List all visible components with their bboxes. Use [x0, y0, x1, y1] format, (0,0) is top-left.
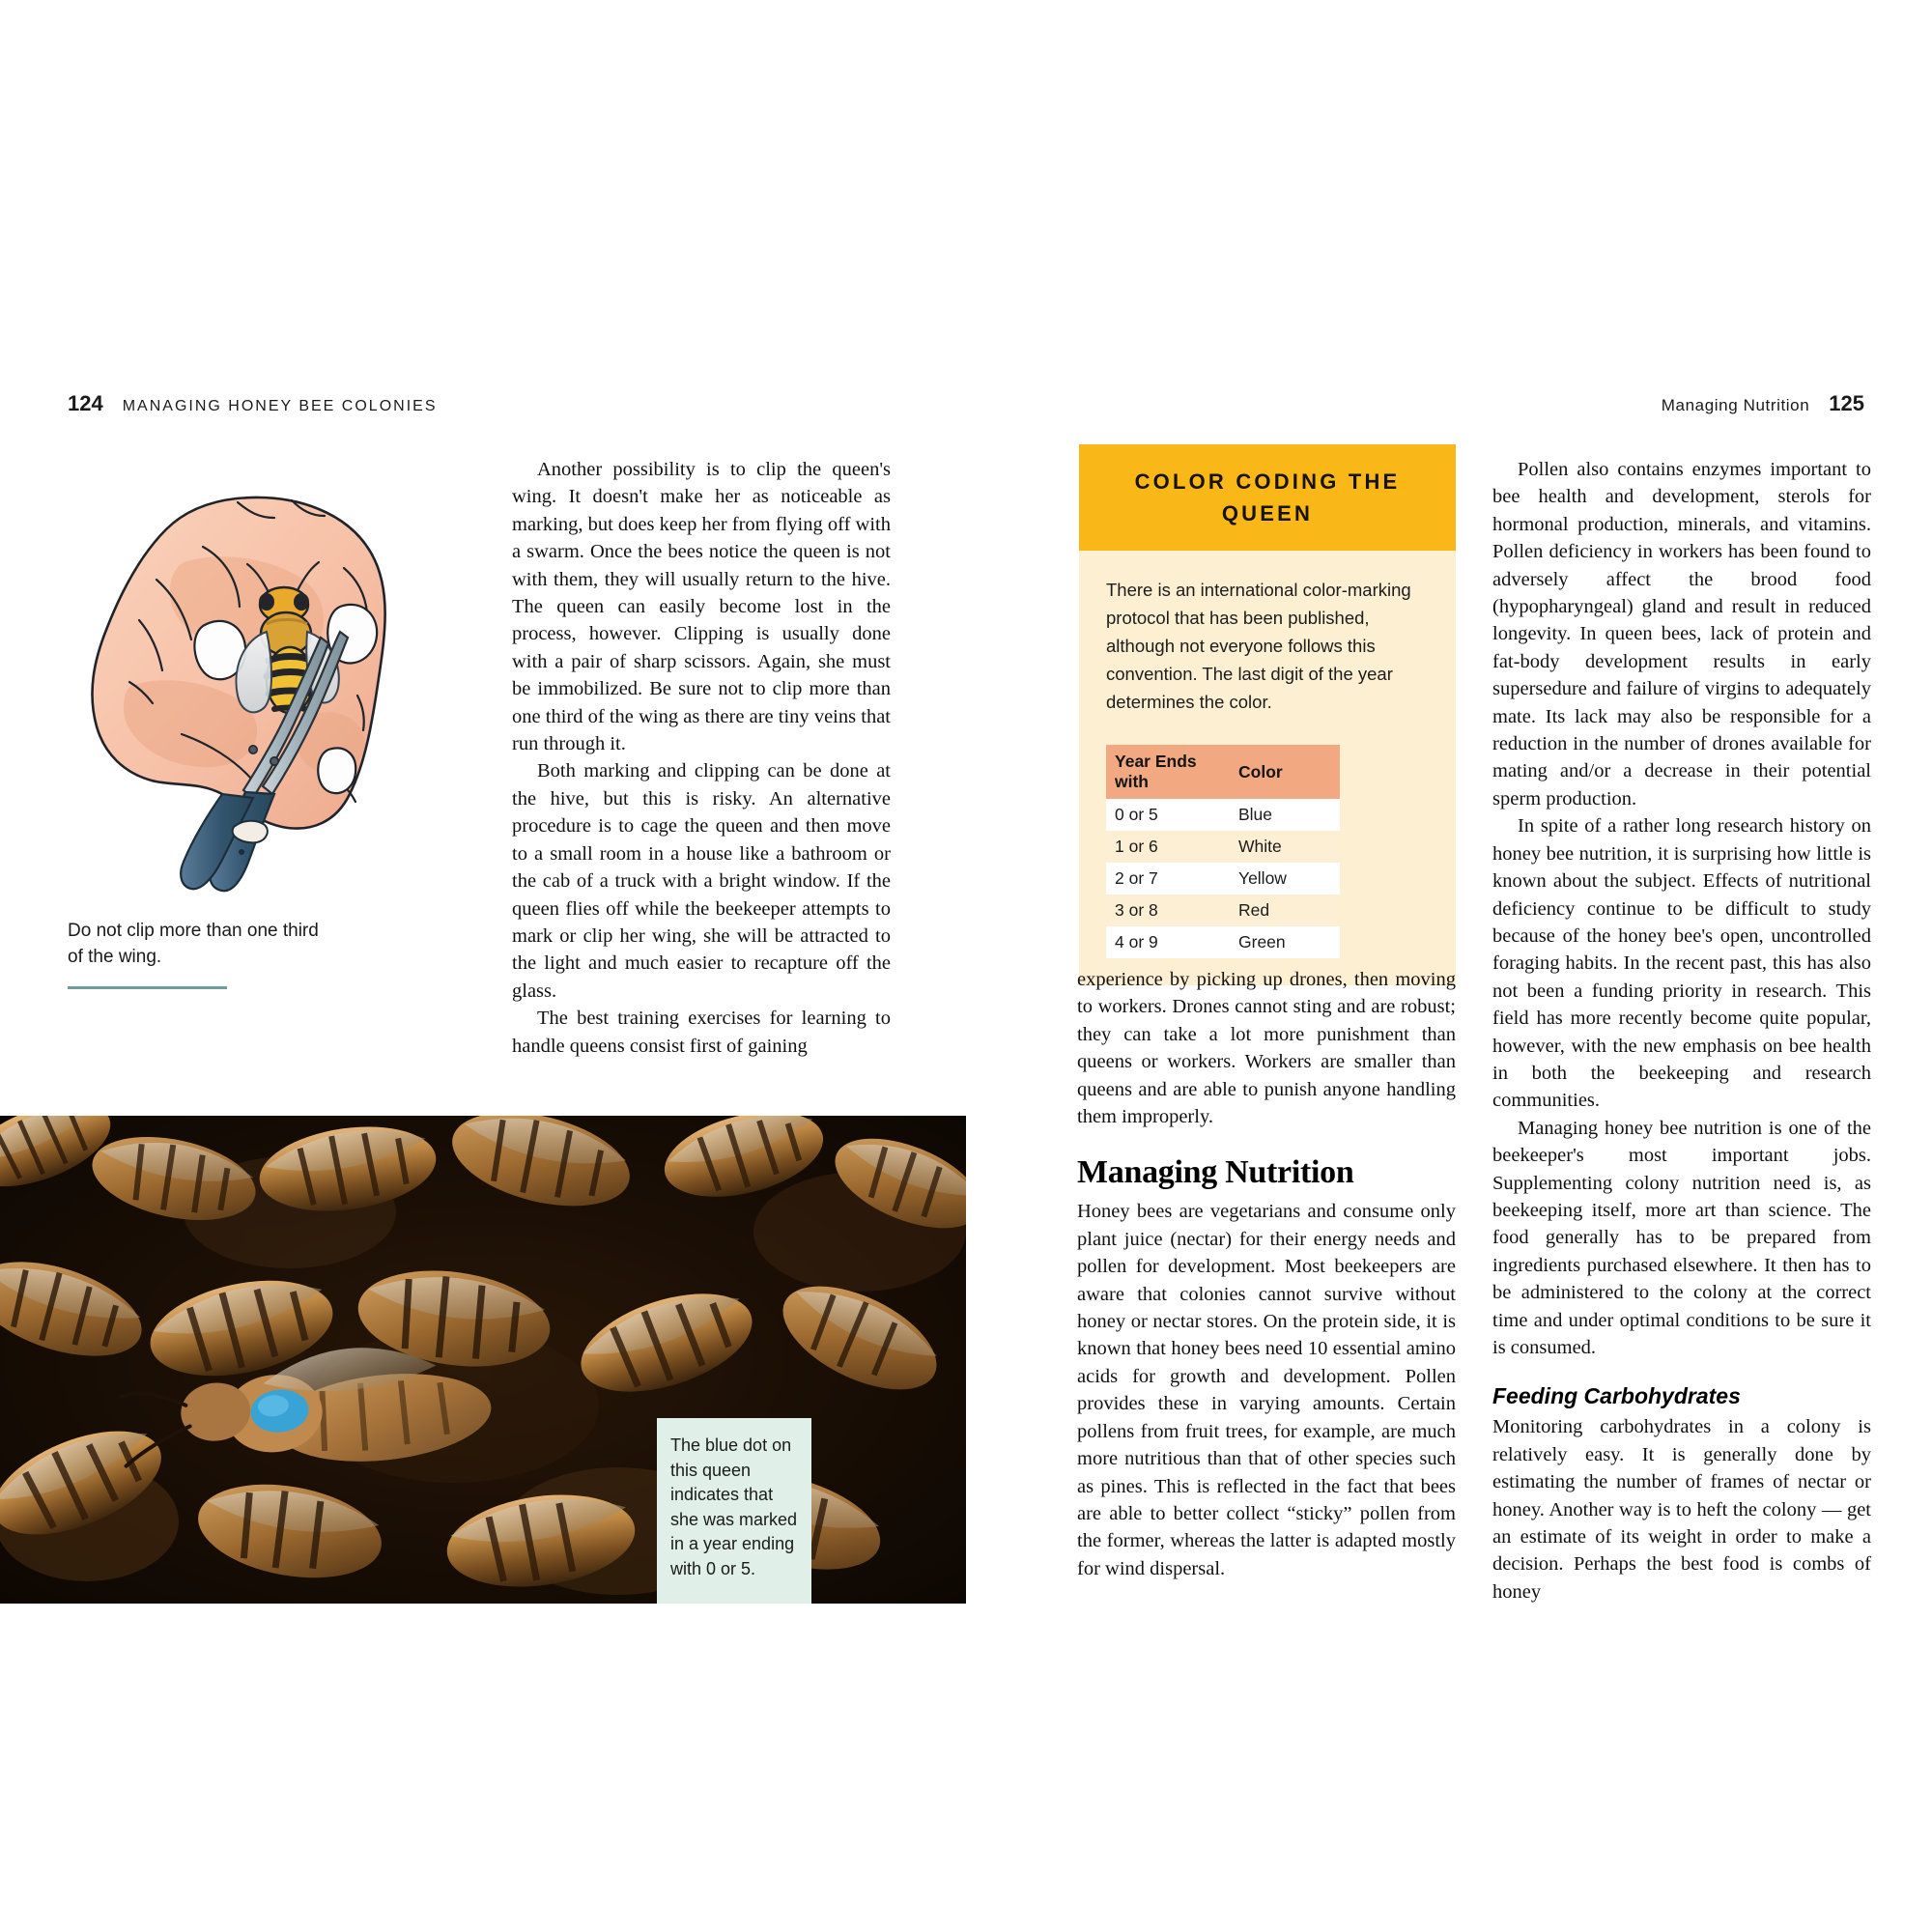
sidebar-intro-text: There is an international color-marking protocol that has been published, although not everyone follows this convention. The last digit of the year determines the color.: [1106, 580, 1411, 712]
cell-year: 4 or 9: [1106, 926, 1230, 958]
illustration-caption-text: Do not clip more than one third of the wing.: [68, 921, 319, 967]
paragraph: Monitoring carbohydrates in a colony is relatively easy. It is generally done by estimating the number of frames of nectar or honey. Another way is to heft the colony — get an estimate of its weight in order to make a decision. Perhaps the best food is combs of honey: [1492, 1416, 1871, 1603]
clipping-wing-illustration: [39, 454, 444, 898]
queen-color-table: [1106, 745, 1340, 958]
paragraph: Pollen also contains enzymes important to bee health and development, sterols for hormonal production, minerals, and vitamins. Pollen deficiency in workers has been found to adversely affect the brood food (hypopharyngeal) gland and result in reduced longevity. In queen bees, lack of protein and fat-body development results in early supersedure and failure of virgins to adequately mate. Its lack may also be responsible for a reduction in the number of drones available for mating and/or a decrease in their potential sperm production.: [1492, 459, 1871, 810]
cell-year: 2 or 7: [1106, 863, 1230, 895]
cell-color: White: [1230, 831, 1340, 863]
table-row: [1106, 799, 1340, 831]
section-title-right: Managing Nutrition: [1661, 396, 1810, 414]
paragraph: Managing honey bee nutrition is one of the beekeeper's most important jobs. Supplementing colony nutrition need is, as beekeeping itself, more art than science. The food generally has to be prepared from ingredients purchased elsewhere. It then has to be administered to the colony at the correct time and under optimal conditions to be sure it is consumed.: [1492, 1117, 1871, 1358]
text-column-inner-right: [1077, 966, 1456, 1582]
column-header-year: Year Ends with: [1106, 745, 1230, 799]
illustration-caption: [68, 918, 338, 989]
table-row: [1106, 831, 1340, 863]
running-head-right: [1662, 391, 1864, 416]
cell-year: 3 or 8: [1106, 895, 1230, 926]
cell-color: Yellow: [1230, 863, 1340, 895]
photo-caption-text: The blue dot on this queen indicates that she was marked in a year ending with 0 or 5.: [670, 1435, 798, 1578]
paragraph: In spite of a rather long research history on honey bee nutrition, it is surprising how little is known about the subject. Effects of nutritional deficiency continue to be difficult to study because of the honey bee's open, uncontrolled foraging habits. In the recent past, this has also not been a funding priority in research. This field has more recently become quite popular, however, with the new emphasis on bee health in both the beekeeping and research communities.: [1492, 815, 1871, 1112]
table-row: [1106, 926, 1340, 958]
queen-bee-photograph: [0, 1116, 966, 1604]
table-row: [1106, 895, 1340, 926]
color-coding-sidebar: [1079, 444, 1456, 985]
column-header-color: Color: [1230, 745, 1340, 799]
text-column-left: [512, 456, 891, 1060]
paragraph: The best training exercises for learning to handle queens consist first of gaining: [512, 1008, 891, 1057]
chapter-title-left: MANAGING HONEY BEE COLONIES: [122, 398, 438, 414]
cell-year: 1 or 6: [1106, 831, 1230, 863]
cell-color: Green: [1230, 926, 1340, 958]
section-heading-managing-nutrition: Managing Nutrition: [1077, 1154, 1354, 1191]
paragraph: experience by picking up drones, then moving to workers. Drones cannot sting and are robust; they can take a lot more punishment than queens or workers. Workers are smaller than queens and are able to punish anyone handling them improperly.: [1077, 969, 1456, 1128]
text-column-outer-right: [1492, 456, 1871, 1605]
paragraph: Another possibility is to clip the queen's wing. It doesn't make her as noticeable as marking, but does keep her from flying off with a swarm. Once the bees notice the queen is not with them, they will usually return to the hive. The queen can easily become lost in the process, however. Clipping is usually done with a pair of sharp scissors. Again, she must be immobilized. Be sure not to clip more than one third of the wing as there are tiny veins that run through it.: [512, 459, 891, 755]
table-header-row: [1106, 745, 1340, 799]
paragraph: Honey bees are vegetarians and consume only plant juice (nectar) for their energy needs and pollen for development. Most beekeepers are aware that colonies cannot survive without honey or nectar stores. On the protein side, it is known that honey bees need 10 essential amino acids for growth and development. Pollen provides these in varying amounts. Certain pollens from fruit trees, for example, are much more nutritious than that of other species such as pines. This is reflected in the fact that bees are able to better collect “sticky” pollen from the former, whereas the latter is adapted mostly for wind dispersal.: [1077, 1201, 1456, 1579]
photo-caption-box: [657, 1418, 811, 1604]
cell-year: 0 or 5: [1106, 799, 1230, 831]
caption-rule: [68, 986, 227, 989]
page-number-left: 124: [68, 391, 103, 415]
cell-color: Blue: [1230, 799, 1340, 831]
running-head-left: [68, 391, 437, 416]
subheading-feeding-carbohydrates: Feeding Carbohydrates: [1492, 1383, 1741, 1409]
cell-color: Red: [1230, 895, 1340, 926]
sidebar-heading: COLOR CODING THE QUEEN: [1079, 444, 1456, 551]
page-number-right: 125: [1829, 391, 1864, 415]
paragraph: Both marking and clipping can be done at the hive, but this is risky. An alternative procedure is to cage the queen and then move to a small room in a house like a bathroom or the cab of a truck with a bright window. If the queen flies off while the beekeeper attempts to mark or clip her wing, she will be attracted to the light and much easier to recapture off the glass.: [512, 760, 891, 1002]
table-row: [1106, 863, 1340, 895]
